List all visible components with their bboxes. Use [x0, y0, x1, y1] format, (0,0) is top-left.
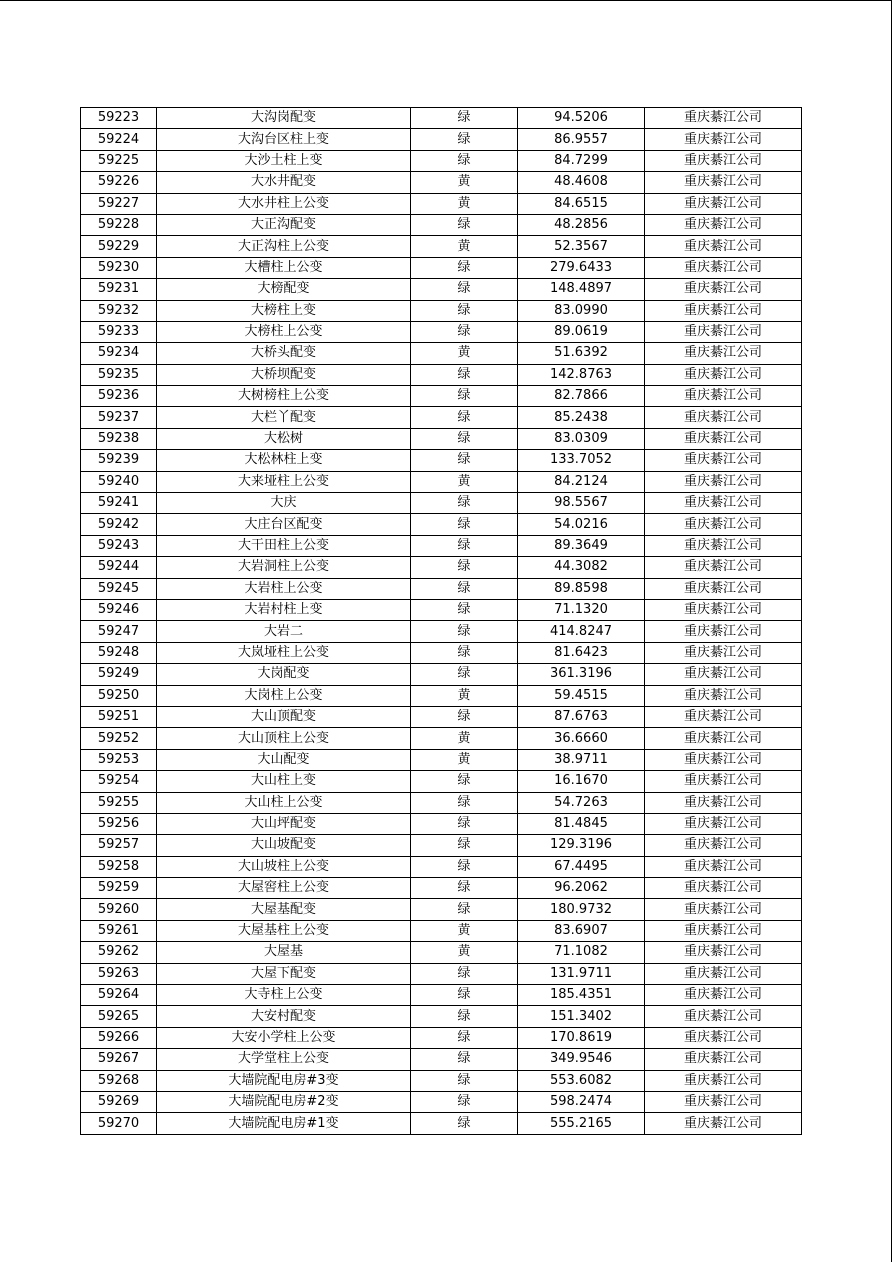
transformer-name-cell: 大栏丫配变 — [157, 407, 411, 428]
row-id-cell: 59238 — [81, 428, 157, 449]
status-cell: 绿 — [411, 878, 518, 899]
status-cell: 黄 — [411, 193, 518, 214]
row-id-cell: 59228 — [81, 214, 157, 235]
value-cell: 51.6392 — [518, 343, 645, 364]
value-cell: 36.6660 — [518, 728, 645, 749]
status-cell: 绿 — [411, 621, 518, 642]
company-cell: 重庆綦江公司 — [645, 706, 802, 727]
table-row — [81, 878, 802, 899]
table-row — [81, 1113, 802, 1134]
status-cell: 绿 — [411, 493, 518, 514]
row-id-cell: 59239 — [81, 450, 157, 471]
table-row — [81, 535, 802, 556]
table-row — [81, 193, 802, 214]
company-cell: 重庆綦江公司 — [645, 578, 802, 599]
table-row — [81, 557, 802, 578]
row-id-cell: 59252 — [81, 728, 157, 749]
value-cell: 553.6082 — [518, 1070, 645, 1091]
status-cell: 绿 — [411, 706, 518, 727]
status-cell: 绿 — [411, 557, 518, 578]
transformer-name-cell: 大榜配变 — [157, 279, 411, 300]
status-cell: 黄 — [411, 236, 518, 257]
transformer-name-cell: 大山柱上公变 — [157, 792, 411, 813]
status-cell: 绿 — [411, 214, 518, 235]
table-row — [81, 150, 802, 171]
value-cell: 598.2474 — [518, 1091, 645, 1112]
table-row — [81, 1027, 802, 1048]
row-id-cell: 59234 — [81, 343, 157, 364]
row-id-cell: 59223 — [81, 108, 157, 129]
row-id-cell: 59246 — [81, 599, 157, 620]
row-id-cell: 59226 — [81, 172, 157, 193]
company-cell: 重庆綦江公司 — [645, 985, 802, 1006]
company-cell: 重庆綦江公司 — [645, 792, 802, 813]
company-cell: 重庆綦江公司 — [645, 728, 802, 749]
table-row — [81, 899, 802, 920]
transformer-name-cell: 大榜柱上变 — [157, 300, 411, 321]
transformer-name-cell: 大山配变 — [157, 749, 411, 770]
status-cell: 绿 — [411, 985, 518, 1006]
status-cell: 绿 — [411, 1113, 518, 1134]
status-cell: 黄 — [411, 749, 518, 770]
table-row — [81, 749, 802, 770]
transformer-name-cell: 大屋基配变 — [157, 899, 411, 920]
value-cell: 96.2062 — [518, 878, 645, 899]
table-row — [81, 257, 802, 278]
company-cell: 重庆綦江公司 — [645, 685, 802, 706]
company-cell: 重庆綦江公司 — [645, 664, 802, 685]
table-row — [81, 1006, 802, 1027]
table-row — [81, 214, 802, 235]
row-id-cell: 59249 — [81, 664, 157, 685]
row-id-cell: 59250 — [81, 685, 157, 706]
table-row — [81, 321, 802, 342]
transformer-table — [80, 107, 802, 1135]
table-row — [81, 236, 802, 257]
value-cell: 89.3649 — [518, 535, 645, 556]
row-id-cell: 59247 — [81, 621, 157, 642]
status-cell: 黄 — [411, 685, 518, 706]
row-id-cell: 59270 — [81, 1113, 157, 1134]
transformer-name-cell: 大桥坝配变 — [157, 364, 411, 385]
row-id-cell: 59229 — [81, 236, 157, 257]
value-cell: 83.0990 — [518, 300, 645, 321]
status-cell: 绿 — [411, 963, 518, 984]
row-id-cell: 59231 — [81, 279, 157, 300]
table-row — [81, 493, 802, 514]
transformer-name-cell: 大岩洞柱上公变 — [157, 557, 411, 578]
status-cell: 绿 — [411, 664, 518, 685]
company-cell: 重庆綦江公司 — [645, 300, 802, 321]
value-cell: 98.5567 — [518, 493, 645, 514]
company-cell: 重庆綦江公司 — [645, 1113, 802, 1134]
status-cell: 绿 — [411, 792, 518, 813]
table-row — [81, 856, 802, 877]
transformer-name-cell: 大山顶配变 — [157, 706, 411, 727]
table-row — [81, 172, 802, 193]
company-cell: 重庆綦江公司 — [645, 599, 802, 620]
company-cell: 重庆綦江公司 — [645, 257, 802, 278]
row-id-cell: 59260 — [81, 899, 157, 920]
transformer-name-cell: 大屋基 — [157, 942, 411, 963]
value-cell: 84.7299 — [518, 150, 645, 171]
transformer-name-cell: 大干田柱上公变 — [157, 535, 411, 556]
status-cell: 绿 — [411, 578, 518, 599]
transformer-name-cell: 大树榜柱上公变 — [157, 386, 411, 407]
transformer-name-cell: 大墙院配电房#2变 — [157, 1091, 411, 1112]
transformer-name-cell: 大安小学柱上公变 — [157, 1027, 411, 1048]
row-id-cell: 59264 — [81, 985, 157, 1006]
transformer-name-cell: 大屋基柱上公变 — [157, 920, 411, 941]
company-cell: 重庆綦江公司 — [645, 172, 802, 193]
status-cell: 绿 — [411, 450, 518, 471]
table-row — [81, 343, 802, 364]
value-cell: 148.4897 — [518, 279, 645, 300]
table-row — [81, 471, 802, 492]
value-cell: 86.9557 — [518, 129, 645, 150]
transformer-name-cell: 大沙土柱上变 — [157, 150, 411, 171]
table-row — [81, 364, 802, 385]
table-row — [81, 514, 802, 535]
company-cell: 重庆綦江公司 — [645, 878, 802, 899]
row-id-cell: 59233 — [81, 321, 157, 342]
transformer-name-cell: 大墙院配电房#1变 — [157, 1113, 411, 1134]
row-id-cell: 59251 — [81, 706, 157, 727]
company-cell: 重庆綦江公司 — [645, 856, 802, 877]
table-row — [81, 835, 802, 856]
status-cell: 黄 — [411, 920, 518, 941]
transformer-name-cell: 大庆 — [157, 493, 411, 514]
company-cell: 重庆綦江公司 — [645, 450, 802, 471]
value-cell: 48.4608 — [518, 172, 645, 193]
transformer-name-cell: 大岩村柱上变 — [157, 599, 411, 620]
transformer-name-cell: 大屋窖柱上公变 — [157, 878, 411, 899]
row-id-cell: 59224 — [81, 129, 157, 150]
status-cell: 绿 — [411, 364, 518, 385]
company-cell: 重庆綦江公司 — [645, 150, 802, 171]
value-cell: 151.3402 — [518, 1006, 645, 1027]
transformer-name-cell: 大水井配变 — [157, 172, 411, 193]
status-cell: 绿 — [411, 300, 518, 321]
table-row — [81, 728, 802, 749]
transformer-name-cell: 大正沟柱上公变 — [157, 236, 411, 257]
table-body — [81, 108, 802, 1135]
row-id-cell: 59237 — [81, 407, 157, 428]
company-cell: 重庆綦江公司 — [645, 835, 802, 856]
status-cell: 绿 — [411, 407, 518, 428]
row-id-cell: 59263 — [81, 963, 157, 984]
table-row — [81, 813, 802, 834]
transformer-name-cell: 大岚垭柱上公变 — [157, 642, 411, 663]
transformer-name-cell: 大来垭柱上公变 — [157, 471, 411, 492]
row-id-cell: 59265 — [81, 1006, 157, 1027]
value-cell: 185.4351 — [518, 985, 645, 1006]
status-cell: 绿 — [411, 1091, 518, 1112]
value-cell: 84.2124 — [518, 471, 645, 492]
status-cell: 绿 — [411, 386, 518, 407]
transformer-name-cell: 大松林柱上变 — [157, 450, 411, 471]
table-row — [81, 108, 802, 129]
row-id-cell: 59227 — [81, 193, 157, 214]
status-cell: 绿 — [411, 599, 518, 620]
status-cell: 绿 — [411, 899, 518, 920]
company-cell: 重庆綦江公司 — [645, 771, 802, 792]
status-cell: 黄 — [411, 343, 518, 364]
transformer-name-cell: 大屋下配变 — [157, 963, 411, 984]
status-cell: 绿 — [411, 1006, 518, 1027]
company-cell: 重庆綦江公司 — [645, 1006, 802, 1027]
table-row — [81, 578, 802, 599]
value-cell: 414.8247 — [518, 621, 645, 642]
status-cell: 绿 — [411, 535, 518, 556]
table-row — [81, 963, 802, 984]
value-cell: 89.8598 — [518, 578, 645, 599]
table-row — [81, 706, 802, 727]
value-cell: 82.7866 — [518, 386, 645, 407]
company-cell: 重庆綦江公司 — [645, 1027, 802, 1048]
transformer-name-cell: 大山柱上变 — [157, 771, 411, 792]
value-cell: 180.9732 — [518, 899, 645, 920]
row-id-cell: 59244 — [81, 557, 157, 578]
status-cell: 绿 — [411, 129, 518, 150]
table-row — [81, 599, 802, 620]
transformer-name-cell: 大岩二 — [157, 621, 411, 642]
transformer-name-cell: 大安村配变 — [157, 1006, 411, 1027]
table-row — [81, 685, 802, 706]
row-id-cell: 59269 — [81, 1091, 157, 1112]
status-cell: 绿 — [411, 835, 518, 856]
company-cell: 重庆綦江公司 — [645, 963, 802, 984]
value-cell: 38.9711 — [518, 749, 645, 770]
company-cell: 重庆綦江公司 — [645, 108, 802, 129]
row-id-cell: 59267 — [81, 1049, 157, 1070]
transformer-name-cell: 大正沟配变 — [157, 214, 411, 235]
company-cell: 重庆綦江公司 — [645, 279, 802, 300]
transformer-name-cell: 大松树 — [157, 428, 411, 449]
value-cell: 67.4495 — [518, 856, 645, 877]
status-cell: 黄 — [411, 728, 518, 749]
value-cell: 279.6433 — [518, 257, 645, 278]
table-row — [81, 942, 802, 963]
company-cell: 重庆綦江公司 — [645, 557, 802, 578]
row-id-cell: 59254 — [81, 771, 157, 792]
status-cell: 绿 — [411, 771, 518, 792]
transformer-name-cell: 大寺柱上公变 — [157, 985, 411, 1006]
status-cell: 绿 — [411, 108, 518, 129]
table-row — [81, 1070, 802, 1091]
transformer-name-cell: 大山坪配变 — [157, 813, 411, 834]
status-cell: 绿 — [411, 321, 518, 342]
transformer-name-cell: 大沟岗配变 — [157, 108, 411, 129]
company-cell: 重庆綦江公司 — [645, 407, 802, 428]
transformer-name-cell: 大桥头配变 — [157, 343, 411, 364]
table-row — [81, 621, 802, 642]
value-cell: 133.7052 — [518, 450, 645, 471]
value-cell: 54.7263 — [518, 792, 645, 813]
table-row — [81, 300, 802, 321]
company-cell: 重庆綦江公司 — [645, 343, 802, 364]
row-id-cell: 59268 — [81, 1070, 157, 1091]
table-row — [81, 664, 802, 685]
table-row — [81, 428, 802, 449]
company-cell: 重庆綦江公司 — [645, 535, 802, 556]
table-row — [81, 920, 802, 941]
value-cell: 87.6763 — [518, 706, 645, 727]
page-top-border — [0, 0, 892, 1]
status-cell: 绿 — [411, 1049, 518, 1070]
value-cell: 85.2438 — [518, 407, 645, 428]
value-cell: 81.6423 — [518, 642, 645, 663]
table-row — [81, 1091, 802, 1112]
value-cell: 349.9546 — [518, 1049, 645, 1070]
value-cell: 16.1670 — [518, 771, 645, 792]
company-cell: 重庆綦江公司 — [645, 193, 802, 214]
transformer-name-cell: 大槽柱上公变 — [157, 257, 411, 278]
row-id-cell: 59225 — [81, 150, 157, 171]
company-cell: 重庆綦江公司 — [645, 321, 802, 342]
row-id-cell: 59240 — [81, 471, 157, 492]
company-cell: 重庆綦江公司 — [645, 1070, 802, 1091]
transformer-name-cell: 大庄台区配变 — [157, 514, 411, 535]
company-cell: 重庆綦江公司 — [645, 1049, 802, 1070]
company-cell: 重庆綦江公司 — [645, 428, 802, 449]
value-cell: 89.0619 — [518, 321, 645, 342]
row-id-cell: 59257 — [81, 835, 157, 856]
value-cell: 129.3196 — [518, 835, 645, 856]
status-cell: 绿 — [411, 428, 518, 449]
transformer-name-cell: 大榜柱上公变 — [157, 321, 411, 342]
value-cell: 83.6907 — [518, 920, 645, 941]
row-id-cell: 59261 — [81, 920, 157, 941]
value-cell: 81.4845 — [518, 813, 645, 834]
row-id-cell: 59248 — [81, 642, 157, 663]
value-cell: 94.5206 — [518, 108, 645, 129]
transformer-name-cell: 大山顶柱上公变 — [157, 728, 411, 749]
table-row — [81, 407, 802, 428]
status-cell: 黄 — [411, 942, 518, 963]
table-row — [81, 279, 802, 300]
table-row — [81, 129, 802, 150]
table-row — [81, 386, 802, 407]
company-cell: 重庆綦江公司 — [645, 493, 802, 514]
value-cell: 44.3082 — [518, 557, 645, 578]
company-cell: 重庆綦江公司 — [645, 129, 802, 150]
status-cell: 绿 — [411, 856, 518, 877]
status-cell: 绿 — [411, 257, 518, 278]
company-cell: 重庆綦江公司 — [645, 749, 802, 770]
table-row — [81, 642, 802, 663]
value-cell: 54.0216 — [518, 514, 645, 535]
status-cell: 黄 — [411, 471, 518, 492]
row-id-cell: 59243 — [81, 535, 157, 556]
value-cell: 71.1082 — [518, 942, 645, 963]
company-cell: 重庆綦江公司 — [645, 920, 802, 941]
status-cell: 绿 — [411, 279, 518, 300]
status-cell: 绿 — [411, 813, 518, 834]
value-cell: 84.6515 — [518, 193, 645, 214]
row-id-cell: 59232 — [81, 300, 157, 321]
value-cell: 131.9711 — [518, 963, 645, 984]
value-cell: 361.3196 — [518, 664, 645, 685]
row-id-cell: 59236 — [81, 386, 157, 407]
value-cell: 48.2856 — [518, 214, 645, 235]
row-id-cell: 59230 — [81, 257, 157, 278]
transformer-name-cell: 大水井柱上公变 — [157, 193, 411, 214]
company-cell: 重庆綦江公司 — [645, 214, 802, 235]
table-row — [81, 771, 802, 792]
company-cell: 重庆綦江公司 — [645, 1091, 802, 1112]
company-cell: 重庆綦江公司 — [645, 471, 802, 492]
row-id-cell: 59259 — [81, 878, 157, 899]
status-cell: 绿 — [411, 514, 518, 535]
company-cell: 重庆綦江公司 — [645, 236, 802, 257]
company-cell: 重庆綦江公司 — [645, 364, 802, 385]
company-cell: 重庆綦江公司 — [645, 899, 802, 920]
value-cell: 71.1320 — [518, 599, 645, 620]
value-cell: 555.2165 — [518, 1113, 645, 1134]
row-id-cell: 59235 — [81, 364, 157, 385]
row-id-cell: 59255 — [81, 792, 157, 813]
table-row — [81, 450, 802, 471]
status-cell: 绿 — [411, 1027, 518, 1048]
company-cell: 重庆綦江公司 — [645, 942, 802, 963]
status-cell: 绿 — [411, 1070, 518, 1091]
transformer-name-cell: 大岗配变 — [157, 664, 411, 685]
company-cell: 重庆綦江公司 — [645, 514, 802, 535]
value-cell: 52.3567 — [518, 236, 645, 257]
table-row — [81, 792, 802, 813]
transformer-name-cell: 大山坡柱上公变 — [157, 856, 411, 877]
transformer-name-cell: 大学堂柱上公变 — [157, 1049, 411, 1070]
table-row — [81, 1049, 802, 1070]
transformer-name-cell: 大沟台区柱上变 — [157, 129, 411, 150]
row-id-cell: 59262 — [81, 942, 157, 963]
row-id-cell: 59253 — [81, 749, 157, 770]
value-cell: 170.8619 — [518, 1027, 645, 1048]
row-id-cell: 59242 — [81, 514, 157, 535]
transformer-name-cell: 大岗柱上公变 — [157, 685, 411, 706]
row-id-cell: 59241 — [81, 493, 157, 514]
status-cell: 黄 — [411, 172, 518, 193]
value-cell: 83.0309 — [518, 428, 645, 449]
value-cell: 59.4515 — [518, 685, 645, 706]
row-id-cell: 59258 — [81, 856, 157, 877]
value-cell: 142.8763 — [518, 364, 645, 385]
company-cell: 重庆綦江公司 — [645, 642, 802, 663]
transformer-name-cell: 大山坡配变 — [157, 835, 411, 856]
transformer-name-cell: 大岩柱上公变 — [157, 578, 411, 599]
status-cell: 绿 — [411, 642, 518, 663]
company-cell: 重庆綦江公司 — [645, 621, 802, 642]
row-id-cell: 59266 — [81, 1027, 157, 1048]
row-id-cell: 59245 — [81, 578, 157, 599]
company-cell: 重庆綦江公司 — [645, 386, 802, 407]
status-cell: 绿 — [411, 150, 518, 171]
table-row — [81, 985, 802, 1006]
transformer-name-cell: 大墙院配电房#3变 — [157, 1070, 411, 1091]
row-id-cell: 59256 — [81, 813, 157, 834]
company-cell: 重庆綦江公司 — [645, 813, 802, 834]
